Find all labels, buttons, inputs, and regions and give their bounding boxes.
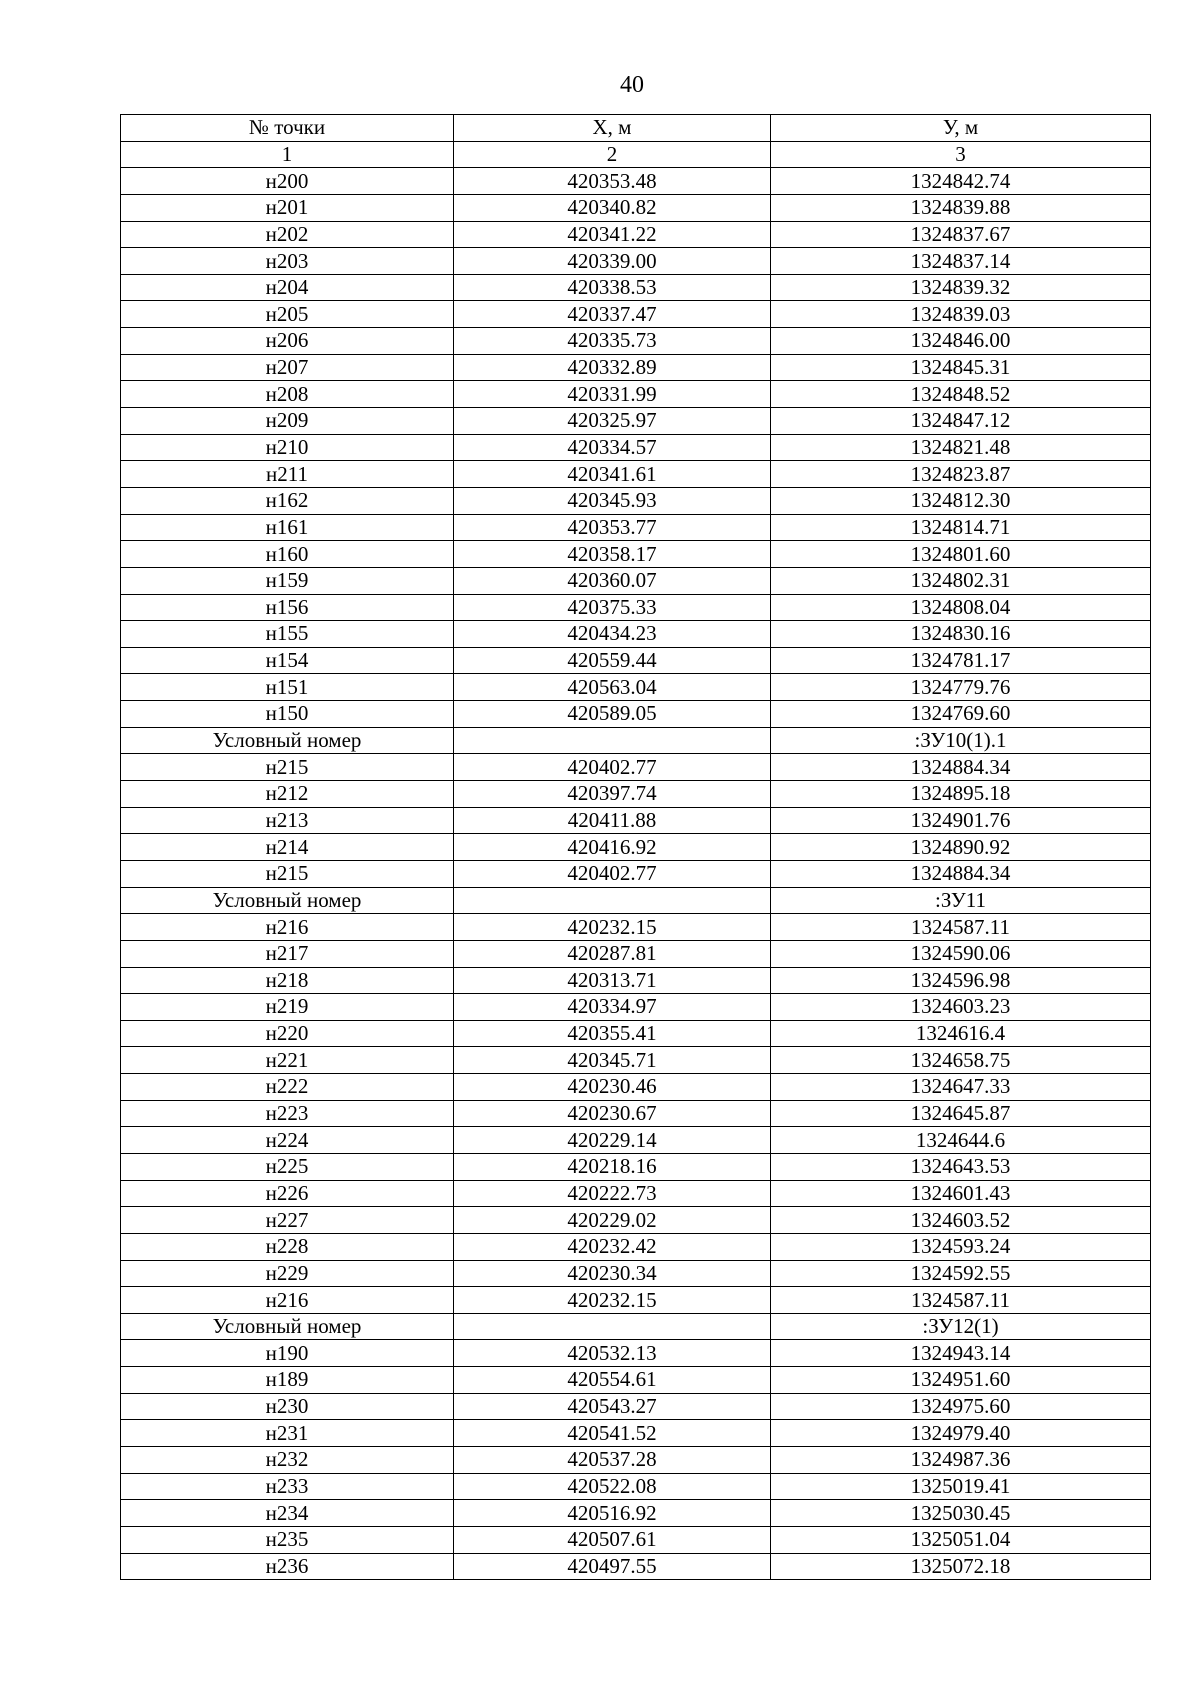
point-number: н160 xyxy=(121,541,454,568)
point-number: н154 xyxy=(121,647,454,674)
point-number: н236 xyxy=(121,1553,454,1580)
table-row xyxy=(121,621,1151,648)
table-row xyxy=(121,567,1151,594)
point-number: н209 xyxy=(121,408,454,435)
table-row xyxy=(121,541,1151,568)
table-row xyxy=(121,274,1151,301)
y-coordinate: 1324616.4 xyxy=(771,1020,1151,1047)
point-number: н219 xyxy=(121,994,454,1021)
point-number: н220 xyxy=(121,1020,454,1047)
point-number: н217 xyxy=(121,940,454,967)
point-number: н205 xyxy=(121,301,454,328)
y-coordinate: 1324658.75 xyxy=(771,1047,1151,1074)
point-number: н216 xyxy=(121,1287,454,1314)
y-coordinate: 1324987.36 xyxy=(771,1447,1151,1474)
section-empty xyxy=(454,727,771,754)
x-coordinate: 420416.92 xyxy=(454,834,771,861)
table-row xyxy=(121,594,1151,621)
table-row xyxy=(121,1020,1151,1047)
point-number: н204 xyxy=(121,274,454,301)
table-row xyxy=(121,408,1151,435)
point-number: н151 xyxy=(121,674,454,701)
point-number: н227 xyxy=(121,1207,454,1234)
table-row xyxy=(121,354,1151,381)
y-coordinate: 1324596.98 xyxy=(771,967,1151,994)
x-coordinate: 420218.16 xyxy=(454,1153,771,1180)
point-number: н155 xyxy=(121,621,454,648)
table-row xyxy=(121,1100,1151,1127)
y-coordinate: 1324802.31 xyxy=(771,567,1151,594)
point-number: н161 xyxy=(121,514,454,541)
table-row xyxy=(121,914,1151,941)
x-coordinate: 420522.08 xyxy=(454,1473,771,1500)
point-number: н234 xyxy=(121,1500,454,1527)
y-coordinate: 1324845.31 xyxy=(771,354,1151,381)
header-x: X, м xyxy=(454,115,771,142)
table-row xyxy=(121,514,1151,541)
point-number: н226 xyxy=(121,1180,454,1207)
x-coordinate: 420358.17 xyxy=(454,541,771,568)
section-row xyxy=(121,727,1151,754)
table-row xyxy=(121,860,1151,887)
table-row xyxy=(121,834,1151,861)
table-row xyxy=(121,168,1151,195)
x-coordinate: 420353.48 xyxy=(454,168,771,195)
x-coordinate: 420230.67 xyxy=(454,1100,771,1127)
table-row xyxy=(121,1393,1151,1420)
point-number: н216 xyxy=(121,914,454,941)
page-number: 40 xyxy=(620,72,644,98)
y-coordinate: 1324884.34 xyxy=(771,754,1151,781)
y-coordinate: 1324951.60 xyxy=(771,1367,1151,1394)
x-coordinate: 420325.97 xyxy=(454,408,771,435)
x-coordinate: 420345.71 xyxy=(454,1047,771,1074)
point-number: н189 xyxy=(121,1367,454,1394)
x-coordinate: 420559.44 xyxy=(454,647,771,674)
y-coordinate: 1324901.76 xyxy=(771,807,1151,834)
table-row xyxy=(121,701,1151,728)
x-coordinate: 420411.88 xyxy=(454,807,771,834)
section-empty xyxy=(454,887,771,914)
point-number: н208 xyxy=(121,381,454,408)
y-coordinate: 1324846.00 xyxy=(771,328,1151,355)
y-coordinate: 1324847.12 xyxy=(771,408,1151,435)
point-number: н202 xyxy=(121,221,454,248)
table-row xyxy=(121,1340,1151,1367)
y-coordinate: 1324943.14 xyxy=(771,1340,1151,1367)
table-row xyxy=(121,248,1151,275)
point-number: н218 xyxy=(121,967,454,994)
point-number: н162 xyxy=(121,487,454,514)
table-row xyxy=(121,1074,1151,1101)
x-coordinate: 420345.93 xyxy=(454,487,771,514)
y-coordinate: 1324839.03 xyxy=(771,301,1151,328)
section-empty xyxy=(454,1313,771,1340)
point-number: н225 xyxy=(121,1153,454,1180)
x-coordinate: 420554.61 xyxy=(454,1367,771,1394)
x-coordinate: 420375.33 xyxy=(454,594,771,621)
x-coordinate: 420232.42 xyxy=(454,1233,771,1260)
section-label: Условный номер xyxy=(121,887,454,914)
y-coordinate: 1324769.60 xyxy=(771,701,1151,728)
table-row xyxy=(121,1553,1151,1580)
x-coordinate: 420541.52 xyxy=(454,1420,771,1447)
x-coordinate: 420335.73 xyxy=(454,328,771,355)
y-coordinate: 1325019.41 xyxy=(771,1473,1151,1500)
point-number: н207 xyxy=(121,354,454,381)
y-coordinate: 1324801.60 xyxy=(771,541,1151,568)
point-number: н190 xyxy=(121,1340,454,1367)
x-coordinate: 420355.41 xyxy=(454,1020,771,1047)
table-row xyxy=(121,328,1151,355)
table-body xyxy=(121,115,1151,1580)
x-coordinate: 420338.53 xyxy=(454,274,771,301)
y-coordinate: 1324830.16 xyxy=(771,621,1151,648)
y-coordinate: 1324839.32 xyxy=(771,274,1151,301)
point-number: н210 xyxy=(121,434,454,461)
table-row xyxy=(121,994,1151,1021)
y-coordinate: 1325051.04 xyxy=(771,1526,1151,1553)
y-coordinate: 1324884.34 xyxy=(771,860,1151,887)
point-number: н233 xyxy=(121,1473,454,1500)
x-coordinate: 420507.61 xyxy=(454,1526,771,1553)
y-coordinate: 1324979.40 xyxy=(771,1420,1151,1447)
point-number: н214 xyxy=(121,834,454,861)
x-coordinate: 420232.15 xyxy=(454,1287,771,1314)
table-row xyxy=(121,1473,1151,1500)
point-number: н231 xyxy=(121,1420,454,1447)
table-row xyxy=(121,781,1151,808)
point-number: н221 xyxy=(121,1047,454,1074)
y-coordinate: 1324644.6 xyxy=(771,1127,1151,1154)
table-row xyxy=(121,674,1151,701)
y-coordinate: 1324848.52 xyxy=(771,381,1151,408)
y-coordinate: 1324779.76 xyxy=(771,674,1151,701)
y-coordinate: 1324895.18 xyxy=(771,781,1151,808)
x-coordinate: 420230.34 xyxy=(454,1260,771,1287)
y-coordinate: 1324587.11 xyxy=(771,914,1151,941)
table-row xyxy=(121,967,1151,994)
point-number: н213 xyxy=(121,807,454,834)
table-row xyxy=(121,221,1151,248)
point-number: н203 xyxy=(121,248,454,275)
table-row xyxy=(121,940,1151,967)
table-row xyxy=(121,461,1151,488)
x-coordinate: 420341.22 xyxy=(454,221,771,248)
table-row xyxy=(121,1526,1151,1553)
y-coordinate: 1324590.06 xyxy=(771,940,1151,967)
table-row xyxy=(121,1500,1151,1527)
header-point-number: № точки xyxy=(121,115,454,142)
y-coordinate: 1324601.43 xyxy=(771,1180,1151,1207)
table-row xyxy=(121,754,1151,781)
point-number: н159 xyxy=(121,567,454,594)
x-coordinate: 420341.61 xyxy=(454,461,771,488)
y-coordinate: 1324837.14 xyxy=(771,248,1151,275)
y-coordinate: 1325072.18 xyxy=(771,1553,1151,1580)
section-cadastral-number: :ЗУ12(1) xyxy=(771,1313,1151,1340)
y-coordinate: 1324821.48 xyxy=(771,434,1151,461)
point-number: н150 xyxy=(121,701,454,728)
y-coordinate: 1324814.71 xyxy=(771,514,1151,541)
table-row xyxy=(121,1420,1151,1447)
point-number: н223 xyxy=(121,1100,454,1127)
y-coordinate: 1324890.92 xyxy=(771,834,1151,861)
point-number: н229 xyxy=(121,1260,454,1287)
header-y: У, м xyxy=(771,115,1151,142)
table-row xyxy=(121,1287,1151,1314)
x-coordinate: 420516.92 xyxy=(454,1500,771,1527)
y-coordinate: 1324603.23 xyxy=(771,994,1151,1021)
x-coordinate: 420360.07 xyxy=(454,567,771,594)
table-row xyxy=(121,301,1151,328)
y-coordinate: 1324839.88 xyxy=(771,194,1151,221)
x-coordinate: 420230.46 xyxy=(454,1074,771,1101)
x-coordinate: 420543.27 xyxy=(454,1393,771,1420)
x-coordinate: 420334.57 xyxy=(454,434,771,461)
section-cadastral-number: :ЗУ11 xyxy=(771,887,1151,914)
section-row xyxy=(121,887,1151,914)
table-row xyxy=(121,1367,1151,1394)
x-coordinate: 420229.02 xyxy=(454,1207,771,1234)
x-coordinate: 420229.14 xyxy=(454,1127,771,1154)
y-coordinate: 1324781.17 xyxy=(771,647,1151,674)
y-coordinate: 1324592.55 xyxy=(771,1260,1151,1287)
y-coordinate: 1324643.53 xyxy=(771,1153,1151,1180)
table-row xyxy=(121,1233,1151,1260)
table-row xyxy=(121,1153,1151,1180)
x-coordinate: 420332.89 xyxy=(454,354,771,381)
x-coordinate: 420353.77 xyxy=(454,514,771,541)
y-coordinate: 1324593.24 xyxy=(771,1233,1151,1260)
x-coordinate: 420402.77 xyxy=(454,860,771,887)
x-coordinate: 420434.23 xyxy=(454,621,771,648)
point-number: н228 xyxy=(121,1233,454,1260)
x-coordinate: 420313.71 xyxy=(454,967,771,994)
x-coordinate: 420589.05 xyxy=(454,701,771,728)
x-coordinate: 420232.15 xyxy=(454,914,771,941)
x-coordinate: 420497.55 xyxy=(454,1553,771,1580)
x-coordinate: 420397.74 xyxy=(454,781,771,808)
point-number: н212 xyxy=(121,781,454,808)
coordinates-table xyxy=(120,114,1151,1580)
x-coordinate: 420537.28 xyxy=(454,1447,771,1474)
x-coordinate: 420339.00 xyxy=(454,248,771,275)
y-coordinate: 1325030.45 xyxy=(771,1500,1151,1527)
point-number: н215 xyxy=(121,860,454,887)
point-number: н224 xyxy=(121,1127,454,1154)
y-coordinate: 1324645.87 xyxy=(771,1100,1151,1127)
section-label: Условный номер xyxy=(121,727,454,754)
section-label: Условный номер xyxy=(121,1313,454,1340)
x-coordinate: 420334.97 xyxy=(454,994,771,1021)
header-row xyxy=(121,115,1151,142)
point-number: н222 xyxy=(121,1074,454,1101)
point-number: н235 xyxy=(121,1526,454,1553)
x-coordinate: 420337.47 xyxy=(454,301,771,328)
x-coordinate: 420287.81 xyxy=(454,940,771,967)
y-coordinate: 1324823.87 xyxy=(771,461,1151,488)
point-number: н215 xyxy=(121,754,454,781)
column-number-2: 2 xyxy=(454,141,771,168)
x-coordinate: 420402.77 xyxy=(454,754,771,781)
column-number-1: 1 xyxy=(121,141,454,168)
table-row xyxy=(121,194,1151,221)
point-number: н200 xyxy=(121,168,454,195)
column-number-3: 3 xyxy=(771,141,1151,168)
table-row xyxy=(121,1047,1151,1074)
section-row xyxy=(121,1313,1151,1340)
table-row xyxy=(121,1260,1151,1287)
table-row xyxy=(121,1447,1151,1474)
y-coordinate: 1324808.04 xyxy=(771,594,1151,621)
table-row xyxy=(121,381,1151,408)
x-coordinate: 420331.99 xyxy=(454,381,771,408)
table-row xyxy=(121,1127,1151,1154)
y-coordinate: 1324837.67 xyxy=(771,221,1151,248)
point-number: н206 xyxy=(121,328,454,355)
point-number: н230 xyxy=(121,1393,454,1420)
x-coordinate: 420532.13 xyxy=(454,1340,771,1367)
y-coordinate: 1324647.33 xyxy=(771,1074,1151,1101)
y-coordinate: 1324587.11 xyxy=(771,1287,1151,1314)
x-coordinate: 420222.73 xyxy=(454,1180,771,1207)
table-row xyxy=(121,1180,1151,1207)
column-number-row xyxy=(121,141,1151,168)
y-coordinate: 1324603.52 xyxy=(771,1207,1151,1234)
y-coordinate: 1324975.60 xyxy=(771,1393,1151,1420)
x-coordinate: 420563.04 xyxy=(454,674,771,701)
table-row xyxy=(121,487,1151,514)
point-number: н156 xyxy=(121,594,454,621)
y-coordinate: 1324812.30 xyxy=(771,487,1151,514)
table-row xyxy=(121,807,1151,834)
x-coordinate: 420340.82 xyxy=(454,194,771,221)
table-row xyxy=(121,1207,1151,1234)
section-cadastral-number: :ЗУ10(1).1 xyxy=(771,727,1151,754)
y-coordinate: 1324842.74 xyxy=(771,168,1151,195)
point-number: н201 xyxy=(121,194,454,221)
table-row xyxy=(121,434,1151,461)
table-row xyxy=(121,647,1151,674)
point-number: н232 xyxy=(121,1447,454,1474)
point-number: н211 xyxy=(121,461,454,488)
